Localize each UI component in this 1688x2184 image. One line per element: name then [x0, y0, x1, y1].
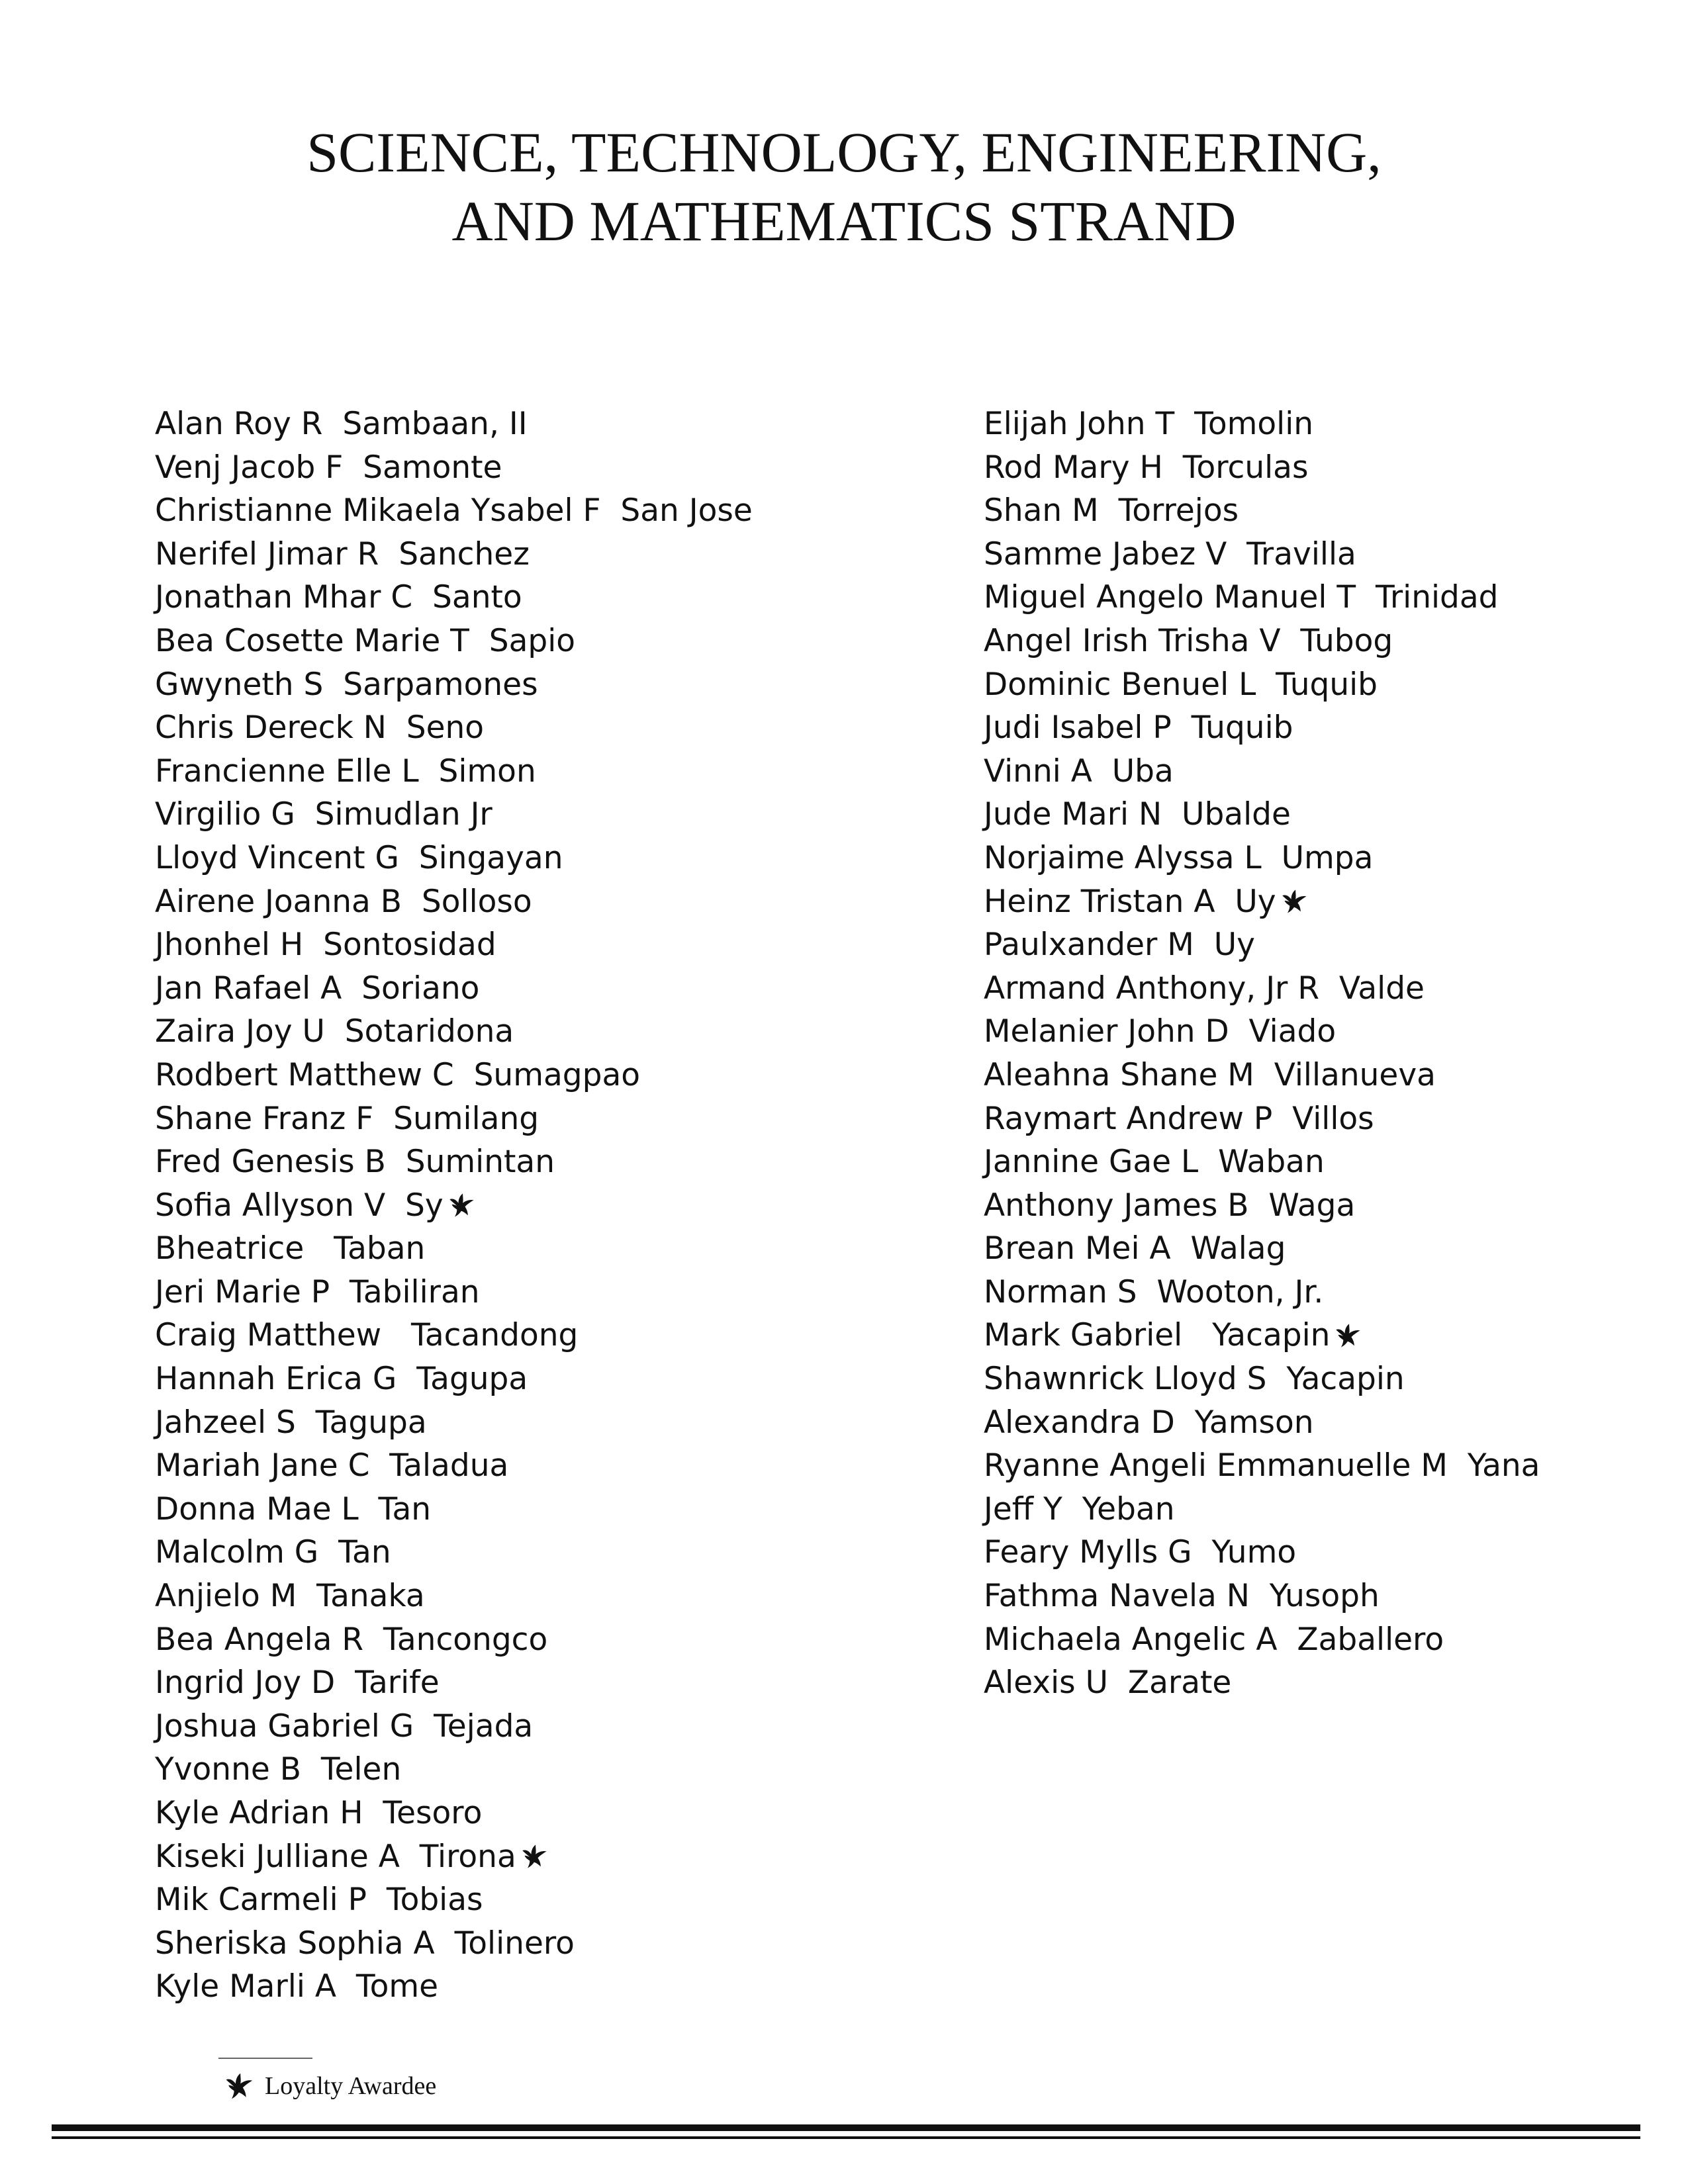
student-name: Shawnrick Lloyd S Yacapin [984, 1361, 1405, 1398]
list-item [984, 446, 1540, 490]
student-name: Craig Matthew Tacandong [155, 1317, 579, 1354]
list-item [155, 1792, 753, 1835]
list-item [155, 1661, 753, 1705]
student-name: Lloyd Vincent G Singayan [155, 839, 563, 876]
list-item [155, 1054, 753, 1097]
list-item [155, 619, 753, 663]
list-item [155, 1444, 753, 1488]
list-item [155, 489, 753, 533]
student-name: Feary Mylls G Yumo [984, 1534, 1297, 1571]
student-name: Norjaime Alyssa L Umpa [984, 839, 1374, 876]
list-item [984, 533, 1540, 576]
student-name: Bea Angela R Tancongco [155, 1621, 548, 1658]
list-item [984, 793, 1540, 837]
student-name: Melanier John D Viado [984, 1013, 1336, 1050]
footer-rule-thin [52, 2136, 1640, 2139]
list-item [984, 1314, 1540, 1357]
student-name: Vinni A Uba [984, 752, 1174, 790]
student-name: Armand Anthony, Jr R Valde [984, 970, 1425, 1007]
student-name: Malcolm G Tan [155, 1534, 391, 1571]
list-item [155, 446, 753, 490]
list-item [155, 576, 753, 619]
list-item [155, 1357, 753, 1401]
list-item [984, 1488, 1540, 1531]
legend-divider [218, 2058, 312, 2059]
list-item [984, 967, 1540, 1011]
student-name: Jahzeel S Tagupa [155, 1404, 427, 1441]
list-item [155, 1835, 753, 1879]
list-item [984, 1140, 1540, 1184]
list-item [984, 923, 1540, 967]
eagle-icon [224, 2070, 256, 2102]
student-name: Shane Franz F Sumilang [155, 1100, 539, 1137]
list-item [984, 489, 1540, 533]
student-name: Sheriska Sophia A Tolinero [155, 1925, 575, 1962]
student-name: Alexis U Zarate [984, 1664, 1232, 1702]
names-column-right [984, 402, 1540, 1705]
list-item [155, 793, 753, 837]
list-item [984, 880, 1540, 924]
student-name: Bea Cosette Marie T Sapio [155, 622, 576, 659]
list-item [984, 1357, 1540, 1401]
list-item [155, 1574, 753, 1618]
list-item [155, 1748, 753, 1792]
list-item [984, 1054, 1540, 1097]
student-name: Fathma Navela N Yusoph [984, 1578, 1380, 1615]
student-name: Jhonhel H Sontosidad [155, 927, 496, 964]
list-item [155, 1227, 753, 1271]
list-item [155, 1705, 753, 1749]
list-item [984, 1661, 1540, 1705]
list-item [984, 1444, 1540, 1488]
student-name: Paulxander M Uy [984, 927, 1255, 964]
list-item [155, 533, 753, 576]
student-name: Elijah John T Tomolin [984, 406, 1314, 442]
student-name: Ingrid Joy D Tarife [155, 1664, 440, 1702]
list-item [984, 706, 1540, 750]
names-column-left [155, 402, 753, 2009]
student-name: Jonathan Mhar C Santo [155, 579, 522, 616]
list-item [155, 1531, 753, 1574]
student-name: Norman S Wooton, Jr. [984, 1273, 1324, 1310]
list-item [984, 1574, 1540, 1618]
student-name: Ryanne Angeli Emmanuelle M Yana [984, 1447, 1540, 1484]
list-item [155, 1010, 753, 1054]
student-name: Joshua Gabriel G Tejada [155, 1707, 534, 1745]
list-item [155, 402, 753, 446]
student-name: Virgilio G Simudlan Jr [155, 796, 492, 833]
list-item [155, 1401, 753, 1445]
list-item [155, 1271, 753, 1314]
eagle-icon [1280, 887, 1309, 916]
footer-rule-thick [52, 2124, 1640, 2131]
list-item [984, 1097, 1540, 1141]
list-item [984, 619, 1540, 663]
student-name: Mariah Jane C Taladua [155, 1447, 509, 1484]
list-item [984, 1184, 1540, 1228]
student-name: Anjielo M Tanaka [155, 1578, 425, 1615]
list-item [155, 750, 753, 794]
list-item [984, 1227, 1540, 1271]
student-name: Angel Irish Trisha V Tubog [984, 622, 1393, 659]
title-line-1: SCIENCE, TECHNOLOGY, ENGINEERING, [306, 120, 1382, 184]
legend [224, 2066, 436, 2106]
student-name: Sofia Allyson V Sy [155, 1187, 444, 1224]
list-item [984, 1401, 1540, 1445]
student-name: Donna Mae L Tan [155, 1490, 432, 1527]
list-item [155, 967, 753, 1011]
student-name: Jan Rafael A Soriano [155, 970, 480, 1007]
list-item [984, 1618, 1540, 1662]
list-item [984, 837, 1540, 880]
list-item [155, 1618, 753, 1662]
student-name: Nerifel Jimar R Sanchez [155, 535, 530, 572]
student-name: Heinz Tristan A Uy [984, 883, 1276, 920]
student-name: Rod Mary H Torculas [984, 449, 1309, 486]
student-name: Airene Joanna B Solloso [155, 883, 532, 920]
student-name: Alexandra D Yamson [984, 1404, 1314, 1441]
student-name: Zaira Joy U Sotaridona [155, 1013, 514, 1050]
list-item [155, 837, 753, 880]
list-item [155, 1965, 753, 2009]
list-item [984, 402, 1540, 446]
eagle-icon [520, 1842, 549, 1871]
student-name: Chris Dereck N Seno [155, 709, 485, 747]
student-name: Miguel Angelo Manuel T Trinidad [984, 579, 1499, 616]
student-name: Bheatrice Taban [155, 1230, 426, 1267]
student-name: Aleahna Shane M Villanueva [984, 1056, 1436, 1093]
list-item [155, 1140, 753, 1184]
student-name: Rodbert Matthew C Sumagpao [155, 1056, 640, 1093]
title-line-2: AND MATHEMATICS STRAND [451, 189, 1237, 253]
list-item [984, 576, 1540, 619]
student-name: Yvonne B Telen [155, 1751, 402, 1788]
list-item [984, 1531, 1540, 1574]
student-name: Mik Carmeli P Tobias [155, 1882, 483, 1919]
page-title [0, 118, 1688, 255]
student-name: Judi Isabel P Tuquib [984, 709, 1293, 747]
student-name: Jeff Y Yeban [984, 1490, 1175, 1527]
student-name: Jude Mari N Ubalde [984, 796, 1291, 833]
student-name: Hannah Erica G Tagupa [155, 1361, 528, 1398]
student-name: Jannine Gae L Waban [984, 1144, 1325, 1181]
student-name: Shan M Torrejos [984, 492, 1239, 529]
student-name: Brean Mei A Walag [984, 1230, 1286, 1267]
student-name: Raymart Andrew P Villos [984, 1100, 1374, 1137]
list-item [155, 1097, 753, 1141]
student-name: Mark Gabriel Yacapin [984, 1317, 1331, 1354]
student-name: Samme Jabez V Travilla [984, 535, 1356, 572]
student-name: Kiseki Julliane A Tirona [155, 1838, 516, 1875]
list-item [155, 1488, 753, 1531]
student-name: Kyle Adrian H Tesoro [155, 1795, 483, 1831]
list-item [155, 1314, 753, 1357]
student-name: Gwyneth S Sarpamones [155, 666, 538, 703]
list-item [155, 880, 753, 924]
legend-label: Loyalty Awardee [265, 2072, 437, 2100]
list-item [155, 923, 753, 967]
student-name: Jeri Marie P Tabiliran [155, 1273, 480, 1310]
list-item [155, 706, 753, 750]
eagle-icon [447, 1191, 477, 1220]
student-name: Anthony James B Waga [984, 1187, 1356, 1224]
student-name: Fred Genesis B Sumintan [155, 1144, 555, 1181]
student-name: Alan Roy R Sambaan, II [155, 406, 528, 442]
list-item [155, 663, 753, 707]
eagle-icon [1334, 1321, 1363, 1350]
list-item [984, 663, 1540, 707]
list-item [984, 750, 1540, 794]
student-name: Venj Jacob F Samonte [155, 449, 502, 486]
list-item [984, 1271, 1540, 1314]
student-name: Francienne Elle L Simon [155, 752, 536, 790]
student-name: Michaela Angelic A Zaballero [984, 1621, 1444, 1658]
list-item [155, 1922, 753, 1966]
student-name: Dominic Benuel L Tuquib [984, 666, 1378, 703]
list-item [984, 1010, 1540, 1054]
student-name: Kyle Marli A Tome [155, 1968, 439, 2005]
list-item [155, 1184, 753, 1228]
student-name: Christianne Mikaela Ysabel F San Jose [155, 492, 753, 529]
list-item [155, 1878, 753, 1922]
